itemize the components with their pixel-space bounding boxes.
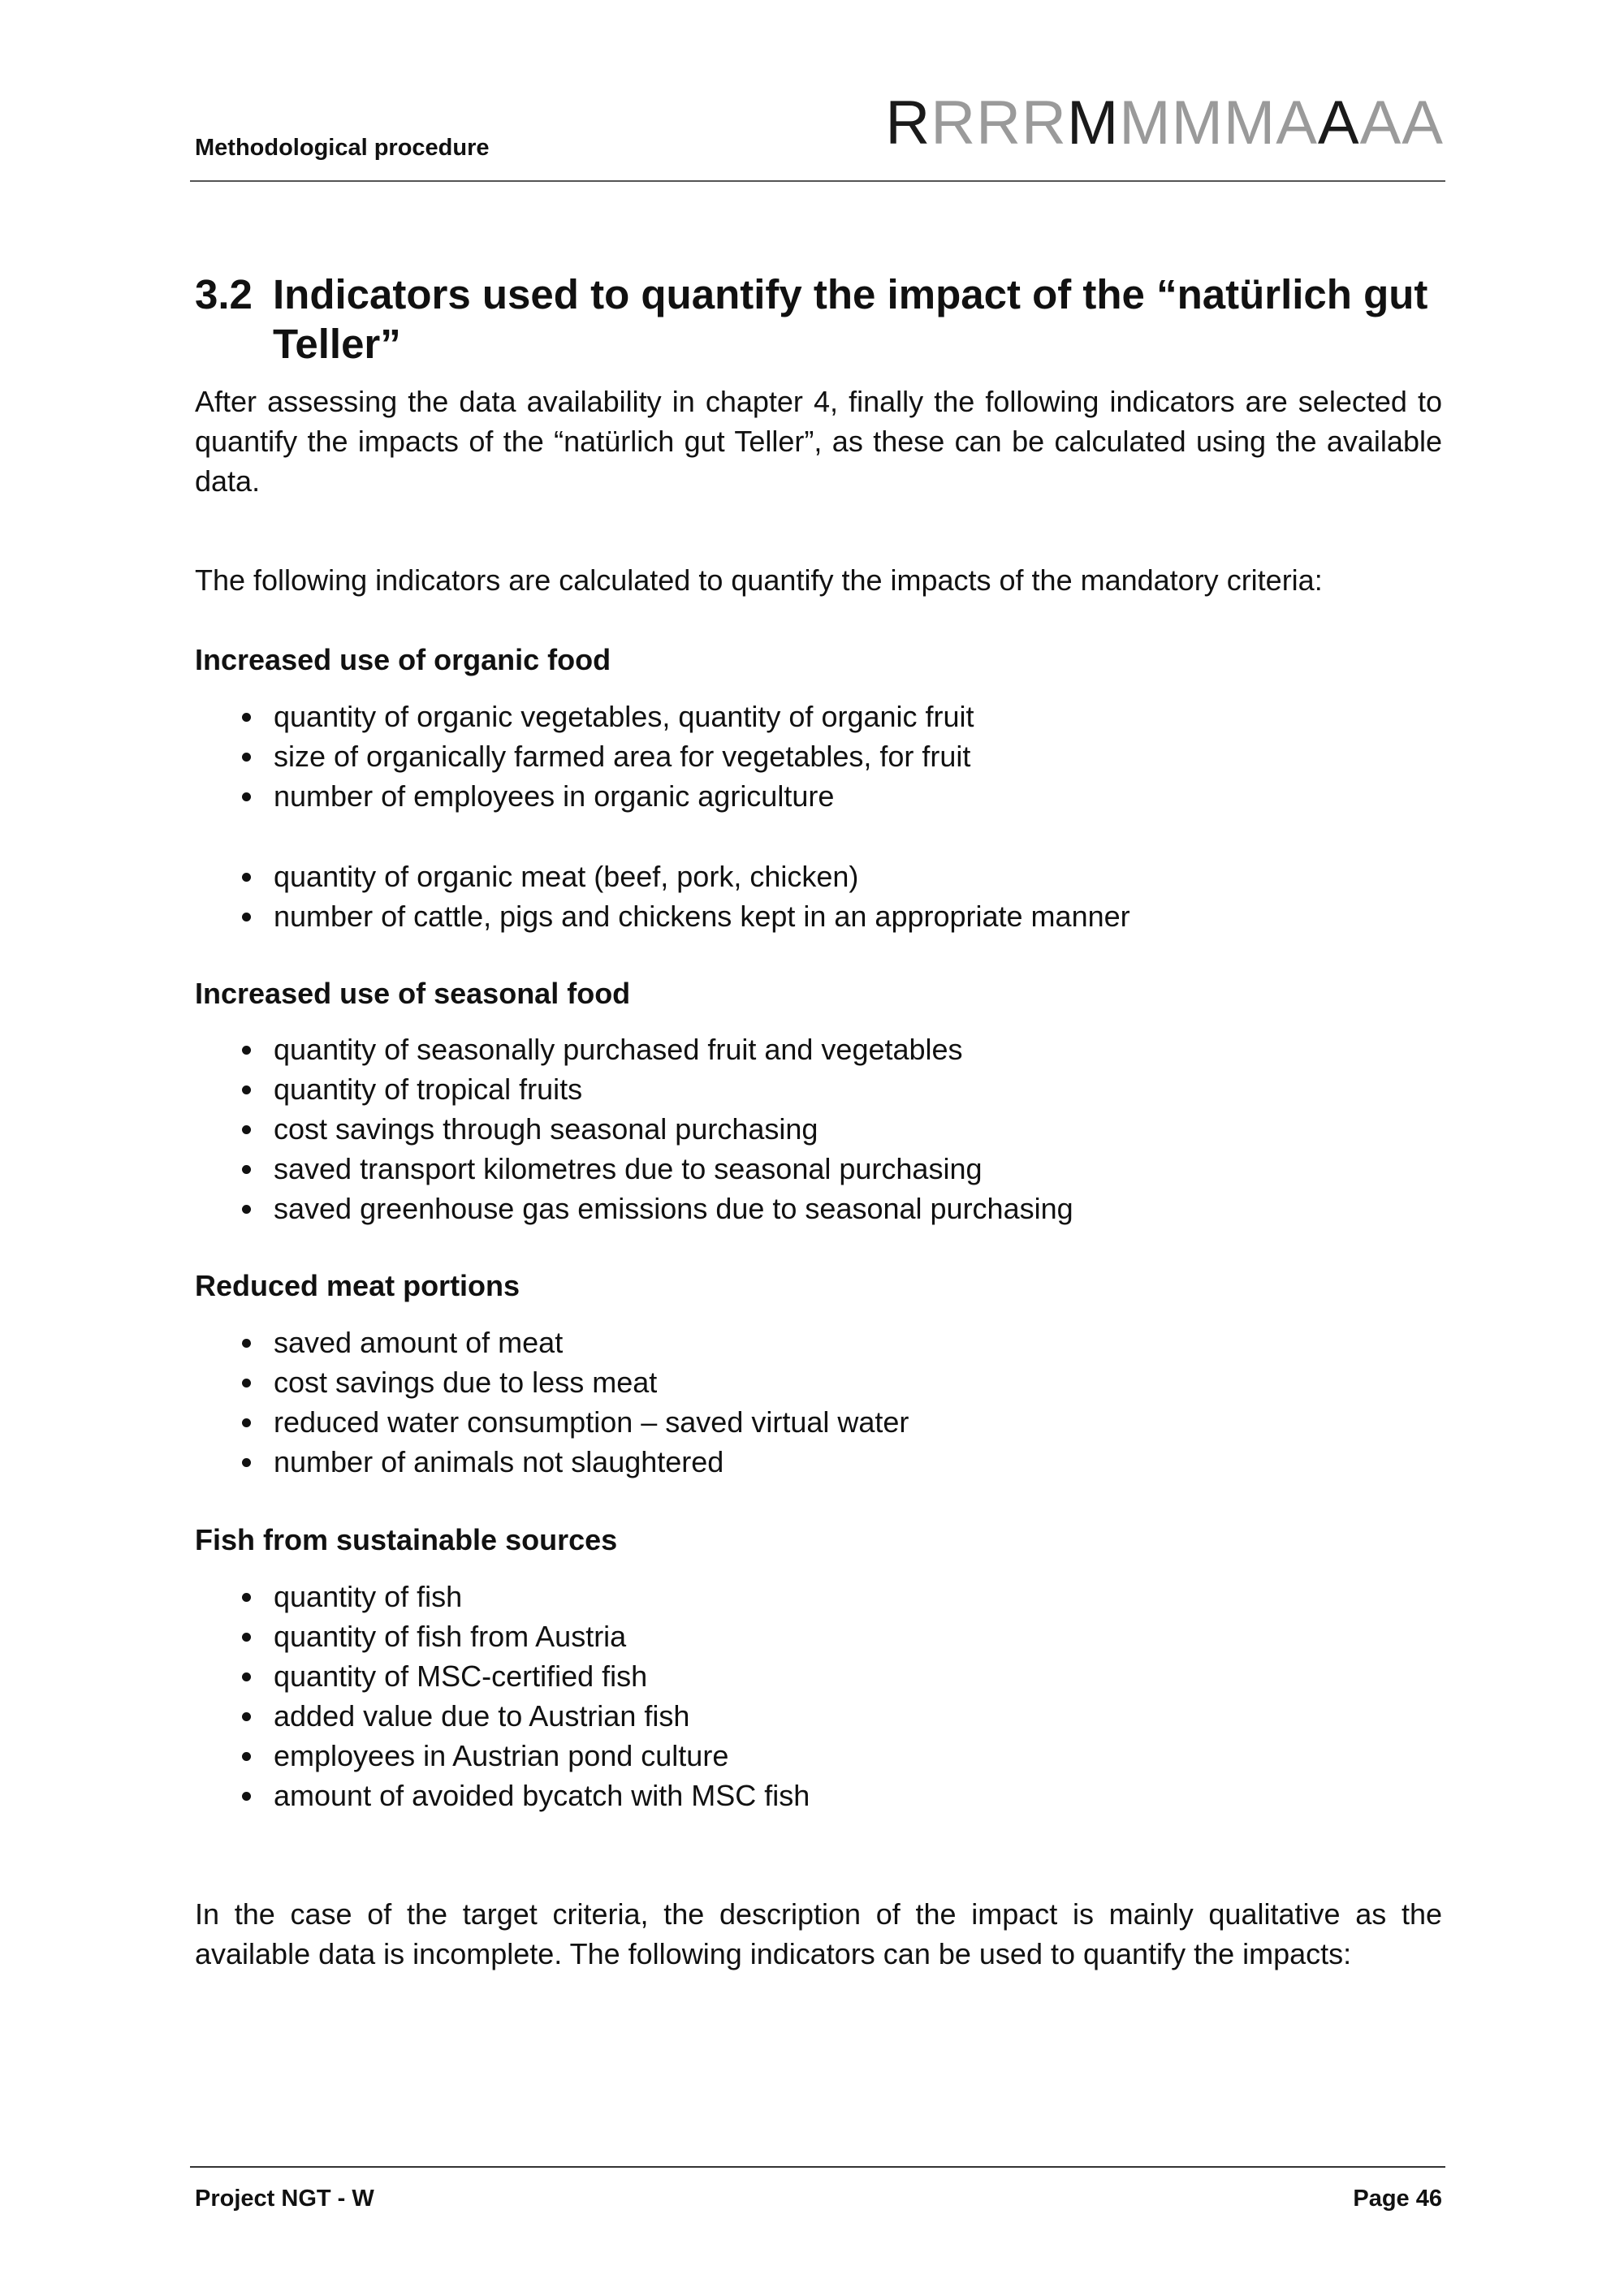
- logo-letter: A: [1359, 88, 1402, 158]
- header-divider: [190, 180, 1445, 182]
- list-item: quantity of tropical fruits: [240, 1069, 1073, 1109]
- logo-letter: A: [1402, 88, 1444, 158]
- fish-indicator-list: [240, 1577, 810, 1815]
- list-item: quantity of seasonally purchased fruit and vegetables: [240, 1029, 1073, 1069]
- logo-letter: A: [1317, 88, 1360, 158]
- list-item: saved greenhouse gas emissions due to seasonal purchasing: [240, 1189, 1073, 1228]
- intro-paragraph: After assessing the data availability in chapter 4, finally the following indicators are selected to quantify the impacts of the “natürlich gut Teller”, as these can be calculated using the available data.: [195, 385, 1442, 498]
- logo-letter: R: [931, 88, 977, 158]
- group-heading-fish: Fish from sustainable sources: [195, 1523, 618, 1556]
- logo-letter: A: [1276, 88, 1318, 158]
- logo-letter: R: [885, 88, 931, 158]
- section-number: 3.2: [195, 271, 253, 317]
- meat-indicator-list: [240, 1323, 909, 1482]
- logo-letter: M: [1223, 88, 1276, 158]
- list-item: size of organically farmed area for vegetables, for fruit: [240, 736, 974, 776]
- list-item: number of cattle, pigs and chickens kept in an appropriate manner: [240, 896, 1130, 936]
- list-item: saved amount of meat: [240, 1323, 909, 1362]
- list-item: employees in Austrian pond culture: [240, 1736, 810, 1776]
- company-logo: [885, 88, 1444, 158]
- target-criteria-paragraph: In the case of the target criteria, the description of the impact is mainly qualitative as the available data is incomplete. The following indicators can be used to quantify the impacts:: [195, 1897, 1442, 1970]
- list-item: added value due to Austrian fish: [240, 1696, 810, 1736]
- list-item: cost savings due to less meat: [240, 1362, 909, 1402]
- running-header-section: Methodological procedure: [195, 135, 490, 161]
- logo-letter: R: [976, 88, 1022, 158]
- group-heading-meat: Reduced meat portions: [195, 1269, 520, 1302]
- list-item: cost savings through seasonal purchasing: [240, 1109, 1073, 1149]
- group-heading-seasonal: Increased use of seasonal food: [195, 977, 631, 1010]
- logo-letter: M: [1171, 88, 1224, 158]
- seasonal-indicator-list: [240, 1029, 1073, 1228]
- logo-letter: R: [1021, 88, 1067, 158]
- group-heading-organic: Increased use of organic food: [195, 643, 611, 676]
- list-item: quantity of MSC-certified fish: [240, 1656, 810, 1696]
- section-title: Indicators used to quantify the impact of the “natürlich gut Teller”: [273, 271, 1428, 367]
- list-item: number of employees in organic agriculture: [240, 776, 974, 816]
- list-item: saved transport kilometres due to seasonal purchasing: [240, 1149, 1073, 1189]
- organic-indicator-list-a: [240, 697, 974, 816]
- organic-indicator-list-b: [240, 857, 1130, 936]
- footer-project-name: Project NGT - W: [195, 2186, 374, 2212]
- page-number: Page 46: [1353, 2186, 1442, 2212]
- mandatory-criteria-intro: The following indicators are calculated to quantify the impacts of the mandatory criteria:: [195, 563, 1323, 597]
- footer-divider: [190, 2166, 1445, 2168]
- section-heading: [195, 270, 1445, 369]
- list-item: reduced water consumption – saved virtual water: [240, 1402, 909, 1442]
- list-item: number of animals not slaughtered: [240, 1442, 909, 1482]
- list-item: quantity of organic meat (beef, pork, chicken): [240, 857, 1130, 896]
- logo-letter: M: [1066, 88, 1120, 158]
- logo-letter: M: [1119, 88, 1172, 158]
- list-item: quantity of fish from Austria: [240, 1616, 810, 1656]
- list-item: amount of avoided bycatch with MSC fish: [240, 1776, 810, 1815]
- list-item: quantity of organic vegetables, quantity of organic fruit: [240, 697, 974, 736]
- list-item: quantity of fish: [240, 1577, 810, 1616]
